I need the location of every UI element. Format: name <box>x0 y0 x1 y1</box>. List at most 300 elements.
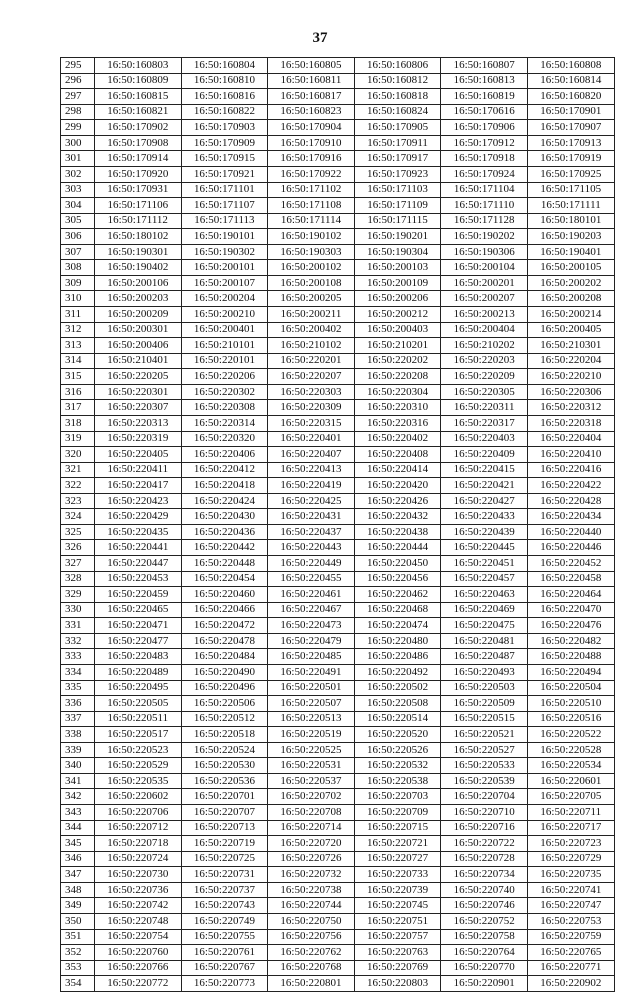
table-row <box>61 727 615 743</box>
cadastral-number-cell: 16:50:220758 <box>441 929 528 945</box>
cadastral-number-cell: 16:50:220513 <box>268 711 355 727</box>
cadastral-number-cell: 16:50:220601 <box>527 773 614 789</box>
cadastral-number-cell: 16:50:220765 <box>527 945 614 961</box>
cadastral-number-cell: 16:50:220418 <box>181 478 268 494</box>
table-row <box>61 198 615 214</box>
table-row <box>61 960 615 976</box>
cadastral-number-cell: 16:50:220532 <box>354 758 441 774</box>
cadastral-number-cell: 16:50:220484 <box>181 649 268 665</box>
cadastral-number-cell: 16:50:171104 <box>441 182 528 198</box>
cadastral-number-cell: 16:50:160811 <box>268 73 355 89</box>
cadastral-number-cell: 16:50:220485 <box>268 649 355 665</box>
cadastral-number-cell: 16:50:220716 <box>441 820 528 836</box>
cadastral-number-cell: 16:50:220310 <box>354 400 441 416</box>
cadastral-number-cell: 16:50:210202 <box>441 338 528 354</box>
table-row <box>61 587 615 603</box>
cadastral-number-cell: 16:50:220763 <box>354 945 441 961</box>
cadastral-number-cell: 16:50:220482 <box>527 633 614 649</box>
cadastral-number-cell: 16:50:220452 <box>527 556 614 572</box>
cadastral-number-cell: 16:50:220450 <box>354 556 441 572</box>
cadastral-number-cell: 16:50:190301 <box>95 244 182 260</box>
row-number-cell: 344 <box>61 820 95 836</box>
table-row <box>61 244 615 260</box>
row-number-cell: 333 <box>61 649 95 665</box>
table-row <box>61 353 615 369</box>
cadastral-number-cell: 16:50:220517 <box>95 727 182 743</box>
cadastral-number-cell: 16:50:220208 <box>354 369 441 385</box>
row-number-cell: 343 <box>61 805 95 821</box>
cadastral-number-cell: 16:50:220434 <box>527 509 614 525</box>
row-number-cell: 326 <box>61 540 95 556</box>
table-row <box>61 540 615 556</box>
cadastral-number-cell: 16:50:220314 <box>181 415 268 431</box>
cadastral-number-cell: 16:50:160822 <box>181 104 268 120</box>
row-number-cell: 305 <box>61 213 95 229</box>
cadastral-number-cell: 16:50:220406 <box>181 447 268 463</box>
cadastral-number-cell: 16:50:220712 <box>95 820 182 836</box>
cadastral-number-cell: 16:50:220439 <box>441 524 528 540</box>
cadastral-number-cell: 16:50:220495 <box>95 680 182 696</box>
cadastral-number-cell: 16:50:220456 <box>354 571 441 587</box>
cadastral-number-cell: 16:50:220435 <box>95 524 182 540</box>
cadastral-numbers-table <box>60 57 615 992</box>
cadastral-number-cell: 16:50:220411 <box>95 462 182 478</box>
cadastral-number-cell: 16:50:220741 <box>527 882 614 898</box>
cadastral-number-cell: 16:50:220509 <box>441 696 528 712</box>
cadastral-number-cell: 16:50:220454 <box>181 571 268 587</box>
cadastral-number-cell: 16:50:220410 <box>527 447 614 463</box>
cadastral-number-cell: 16:50:220478 <box>181 633 268 649</box>
table-row <box>61 104 615 120</box>
cadastral-number-cell: 16:50:220493 <box>441 664 528 680</box>
cadastral-number-cell: 16:50:200405 <box>527 322 614 338</box>
row-number-cell: 312 <box>61 322 95 338</box>
cadastral-number-cell: 16:50:220709 <box>354 805 441 821</box>
table-row <box>61 384 615 400</box>
table-row <box>61 867 615 883</box>
cadastral-number-cell: 16:50:170906 <box>441 120 528 136</box>
cadastral-number-cell: 16:50:170913 <box>527 135 614 151</box>
cadastral-number-cell: 16:50:220743 <box>181 898 268 914</box>
table-row <box>61 805 615 821</box>
cadastral-number-cell: 16:50:180102 <box>95 229 182 245</box>
cadastral-number-cell: 16:50:220449 <box>268 556 355 572</box>
cadastral-number-cell: 16:50:220423 <box>95 493 182 509</box>
cadastral-number-cell: 16:50:220727 <box>354 851 441 867</box>
row-number-cell: 324 <box>61 509 95 525</box>
cadastral-number-cell: 16:50:160819 <box>441 89 528 105</box>
cadastral-number-cell: 16:50:220424 <box>181 493 268 509</box>
row-number-cell: 296 <box>61 73 95 89</box>
cadastral-number-cell: 16:50:220307 <box>95 400 182 416</box>
cadastral-number-cell: 16:50:160810 <box>181 73 268 89</box>
cadastral-number-cell: 16:50:220472 <box>181 618 268 634</box>
cadastral-number-cell: 16:50:220706 <box>95 805 182 821</box>
cadastral-number-cell: 16:50:160814 <box>527 73 614 89</box>
cadastral-number-cell: 16:50:220204 <box>527 353 614 369</box>
row-number-cell: 319 <box>61 431 95 447</box>
cadastral-number-cell: 16:50:190401 <box>527 244 614 260</box>
cadastral-number-cell: 16:50:220602 <box>95 789 182 805</box>
table-row <box>61 275 615 291</box>
cadastral-number-cell: 16:50:220465 <box>95 602 182 618</box>
cadastral-number-cell: 16:50:170916 <box>268 151 355 167</box>
cadastral-number-cell: 16:50:220538 <box>354 773 441 789</box>
cadastral-number-cell: 16:50:220483 <box>95 649 182 665</box>
cadastral-number-cell: 16:50:220756 <box>268 929 355 945</box>
row-number-cell: 304 <box>61 198 95 214</box>
cadastral-number-cell: 16:50:220202 <box>354 353 441 369</box>
cadastral-number-cell: 16:50:220487 <box>441 649 528 665</box>
row-number-cell: 330 <box>61 602 95 618</box>
cadastral-number-cell: 16:50:220427 <box>441 493 528 509</box>
row-number-cell: 310 <box>61 291 95 307</box>
cadastral-number-cell: 16:50:220441 <box>95 540 182 556</box>
cadastral-number-cell: 16:50:190202 <box>441 229 528 245</box>
cadastral-number-cell: 16:50:220438 <box>354 524 441 540</box>
cadastral-number-cell: 16:50:220415 <box>441 462 528 478</box>
cadastral-number-cell: 16:50:171110 <box>441 198 528 214</box>
cadastral-number-cell: 16:50:220445 <box>441 540 528 556</box>
cadastral-number-cell: 16:50:220725 <box>181 851 268 867</box>
cadastral-number-cell: 16:50:220526 <box>354 742 441 758</box>
cadastral-number-cell: 16:50:220742 <box>95 898 182 914</box>
table-row <box>61 758 615 774</box>
cadastral-number-cell: 16:50:220531 <box>268 758 355 774</box>
cadastral-number-cell: 16:50:220490 <box>181 664 268 680</box>
cadastral-number-cell: 16:50:220769 <box>354 960 441 976</box>
cadastral-number-cell: 16:50:220735 <box>527 867 614 883</box>
cadastral-number-cell: 16:50:220527 <box>441 742 528 758</box>
cadastral-number-cell: 16:50:220407 <box>268 447 355 463</box>
cadastral-number-cell: 16:50:220539 <box>441 773 528 789</box>
cadastral-number-cell: 16:50:190306 <box>441 244 528 260</box>
row-number-cell: 309 <box>61 275 95 291</box>
cadastral-number-cell: 16:50:220713 <box>181 820 268 836</box>
table-row <box>61 556 615 572</box>
table-row <box>61 73 615 89</box>
table-row <box>61 307 615 323</box>
table-row <box>61 120 615 136</box>
cadastral-number-cell: 16:50:220468 <box>354 602 441 618</box>
cadastral-number-cell: 16:50:220523 <box>95 742 182 758</box>
cadastral-number-cell: 16:50:220470 <box>527 602 614 618</box>
cadastral-number-cell: 16:50:220536 <box>181 773 268 789</box>
cadastral-number-cell: 16:50:220745 <box>354 898 441 914</box>
cadastral-number-cell: 16:50:220729 <box>527 851 614 867</box>
cadastral-number-cell: 16:50:200206 <box>354 291 441 307</box>
row-number-cell: 321 <box>61 462 95 478</box>
cadastral-number-cell: 16:50:220762 <box>268 945 355 961</box>
cadastral-number-cell: 16:50:200104 <box>441 260 528 276</box>
row-number-cell: 354 <box>61 976 95 992</box>
table-row <box>61 322 615 338</box>
cadastral-number-cell: 16:50:200209 <box>95 307 182 323</box>
cadastral-number-cell: 16:50:220417 <box>95 478 182 494</box>
cadastral-number-cell: 16:50:170902 <box>95 120 182 136</box>
cadastral-number-cell: 16:50:220477 <box>95 633 182 649</box>
cadastral-number-cell: 16:50:220901 <box>441 976 528 992</box>
cadastral-number-cell: 16:50:220528 <box>527 742 614 758</box>
table-body <box>61 58 615 992</box>
cadastral-number-cell: 16:50:220302 <box>181 384 268 400</box>
cadastral-number-cell: 16:50:220749 <box>181 913 268 929</box>
cadastral-number-cell: 16:50:220744 <box>268 898 355 914</box>
cadastral-number-cell: 16:50:220522 <box>527 727 614 743</box>
cadastral-number-cell: 16:50:220773 <box>181 976 268 992</box>
row-number-cell: 311 <box>61 307 95 323</box>
cadastral-number-cell: 16:50:190302 <box>181 244 268 260</box>
cadastral-number-cell: 16:50:220707 <box>181 805 268 821</box>
cadastral-number-cell: 16:50:200403 <box>354 322 441 338</box>
cadastral-number-cell: 16:50:220443 <box>268 540 355 556</box>
table-row <box>61 431 615 447</box>
cadastral-number-cell: 16:50:220768 <box>268 960 355 976</box>
table-row <box>61 571 615 587</box>
cadastral-number-cell: 16:50:171113 <box>181 213 268 229</box>
row-number-cell: 314 <box>61 353 95 369</box>
cadastral-number-cell: 16:50:200203 <box>95 291 182 307</box>
cadastral-number-cell: 16:50:170901 <box>527 104 614 120</box>
cadastral-number-cell: 16:50:200301 <box>95 322 182 338</box>
cadastral-number-cell: 16:50:220312 <box>527 400 614 416</box>
row-number-cell: 346 <box>61 851 95 867</box>
cadastral-number-cell: 16:50:220752 <box>441 913 528 929</box>
cadastral-number-cell: 16:50:170917 <box>354 151 441 167</box>
cadastral-number-cell: 16:50:220201 <box>268 353 355 369</box>
cadastral-number-cell: 16:50:170905 <box>354 120 441 136</box>
cadastral-number-cell: 16:50:171106 <box>95 198 182 214</box>
cadastral-number-cell: 16:50:220738 <box>268 882 355 898</box>
cadastral-number-cell: 16:50:171103 <box>354 182 441 198</box>
table-row <box>61 338 615 354</box>
cadastral-number-cell: 16:50:170911 <box>354 135 441 151</box>
table-row <box>61 649 615 665</box>
table-row <box>61 182 615 198</box>
row-number-cell: 325 <box>61 524 95 540</box>
cadastral-number-cell: 16:50:220506 <box>181 696 268 712</box>
cadastral-number-cell: 16:50:200401 <box>181 322 268 338</box>
cadastral-number-cell: 16:50:171112 <box>95 213 182 229</box>
cadastral-number-cell: 16:50:220442 <box>181 540 268 556</box>
cadastral-number-cell: 16:50:220462 <box>354 587 441 603</box>
cadastral-number-cell: 16:50:220508 <box>354 696 441 712</box>
cadastral-number-cell: 16:50:220505 <box>95 696 182 712</box>
table-row <box>61 58 615 74</box>
cadastral-number-cell: 16:50:220457 <box>441 571 528 587</box>
cadastral-number-cell: 16:50:220730 <box>95 867 182 883</box>
cadastral-number-cell: 16:50:220409 <box>441 447 528 463</box>
cadastral-number-cell: 16:50:220405 <box>95 447 182 463</box>
cadastral-number-cell: 16:50:210301 <box>527 338 614 354</box>
cadastral-number-cell: 16:50:200208 <box>527 291 614 307</box>
cadastral-number-cell: 16:50:220512 <box>181 711 268 727</box>
cadastral-number-cell: 16:50:220433 <box>441 509 528 525</box>
table-row <box>61 711 615 727</box>
cadastral-number-cell: 16:50:170918 <box>441 151 528 167</box>
cadastral-number-cell: 16:50:170925 <box>527 166 614 182</box>
row-number-cell: 350 <box>61 913 95 929</box>
cadastral-number-cell: 16:50:220726 <box>268 851 355 867</box>
cadastral-number-cell: 16:50:220801 <box>268 976 355 992</box>
cadastral-number-cell: 16:50:160807 <box>441 58 528 74</box>
cadastral-number-cell: 16:50:220534 <box>527 758 614 774</box>
cadastral-number-cell: 16:50:220501 <box>268 680 355 696</box>
cadastral-number-cell: 16:50:220728 <box>441 851 528 867</box>
cadastral-number-cell: 16:50:220720 <box>268 836 355 852</box>
cadastral-number-cell: 16:50:220422 <box>527 478 614 494</box>
cadastral-number-cell: 16:50:220319 <box>95 431 182 447</box>
cadastral-number-cell: 16:50:220479 <box>268 633 355 649</box>
cadastral-number-cell: 16:50:160815 <box>95 89 182 105</box>
table-row <box>61 478 615 494</box>
row-number-cell: 329 <box>61 587 95 603</box>
cadastral-number-cell: 16:50:220717 <box>527 820 614 836</box>
row-number-cell: 316 <box>61 384 95 400</box>
cadastral-number-cell: 16:50:220451 <box>441 556 528 572</box>
cadastral-number-cell: 16:50:210101 <box>181 338 268 354</box>
cadastral-number-cell: 16:50:220318 <box>527 415 614 431</box>
row-number-cell: 337 <box>61 711 95 727</box>
cadastral-number-cell: 16:50:171105 <box>527 182 614 198</box>
cadastral-number-cell: 16:50:220440 <box>527 524 614 540</box>
cadastral-number-cell: 16:50:170912 <box>441 135 528 151</box>
cadastral-number-cell: 16:50:200406 <box>95 338 182 354</box>
cadastral-number-cell: 16:50:220206 <box>181 369 268 385</box>
cadastral-number-cell: 16:50:220480 <box>354 633 441 649</box>
cadastral-number-cell: 16:50:220475 <box>441 618 528 634</box>
table-row <box>61 913 615 929</box>
table-row <box>61 633 615 649</box>
cadastral-number-cell: 16:50:200402 <box>268 322 355 338</box>
table-row <box>61 602 615 618</box>
cadastral-number-cell: 16:50:220521 <box>441 727 528 743</box>
table-row <box>61 820 615 836</box>
cadastral-number-cell: 16:50:220446 <box>527 540 614 556</box>
cadastral-number-cell: 16:50:220504 <box>527 680 614 696</box>
cadastral-number-cell: 16:50:220412 <box>181 462 268 478</box>
cadastral-number-cell: 16:50:220430 <box>181 509 268 525</box>
cadastral-number-cell: 16:50:180101 <box>527 213 614 229</box>
row-number-cell: 301 <box>61 151 95 167</box>
cadastral-number-cell: 16:50:200101 <box>181 260 268 276</box>
cadastral-number-cell: 16:50:160817 <box>268 89 355 105</box>
cadastral-number-cell: 16:50:220463 <box>441 587 528 603</box>
cadastral-number-cell: 16:50:171111 <box>527 198 614 214</box>
cadastral-number-cell: 16:50:160824 <box>354 104 441 120</box>
cadastral-number-cell: 16:50:171108 <box>268 198 355 214</box>
cadastral-number-cell: 16:50:171114 <box>268 213 355 229</box>
table-row <box>61 89 615 105</box>
cadastral-number-cell: 16:50:160803 <box>95 58 182 74</box>
cadastral-number-cell: 16:50:160823 <box>268 104 355 120</box>
cadastral-number-cell: 16:50:220705 <box>527 789 614 805</box>
cadastral-number-cell: 16:50:220737 <box>181 882 268 898</box>
cadastral-number-cell: 16:50:220311 <box>441 400 528 416</box>
cadastral-number-cell: 16:50:220101 <box>181 353 268 369</box>
cadastral-number-cell: 16:50:200109 <box>354 275 441 291</box>
cadastral-number-cell: 16:50:220209 <box>441 369 528 385</box>
cadastral-number-cell: 16:50:220207 <box>268 369 355 385</box>
cadastral-number-cell: 16:50:220803 <box>354 976 441 992</box>
cadastral-number-cell: 16:50:220761 <box>181 945 268 961</box>
cadastral-number-cell: 16:50:220447 <box>95 556 182 572</box>
cadastral-number-cell: 16:50:171101 <box>181 182 268 198</box>
table-row <box>61 789 615 805</box>
cadastral-number-cell: 16:50:220402 <box>354 431 441 447</box>
cadastral-number-cell: 16:50:220714 <box>268 820 355 836</box>
cadastral-number-cell: 16:50:220488 <box>527 649 614 665</box>
cadastral-number-cell: 16:50:220711 <box>527 805 614 821</box>
cadastral-number-cell: 16:50:220476 <box>527 618 614 634</box>
cadastral-number-cell: 16:50:190203 <box>527 229 614 245</box>
cadastral-number-cell: 16:50:160809 <box>95 73 182 89</box>
cadastral-number-cell: 16:50:220514 <box>354 711 441 727</box>
cadastral-number-cell: 16:50:220414 <box>354 462 441 478</box>
table-row <box>61 742 615 758</box>
cadastral-number-cell: 16:50:200214 <box>527 307 614 323</box>
cadastral-number-cell: 16:50:190102 <box>268 229 355 245</box>
cadastral-number-cell: 16:50:220316 <box>354 415 441 431</box>
cadastral-number-cell: 16:50:220503 <box>441 680 528 696</box>
cadastral-number-cell: 16:50:220416 <box>527 462 614 478</box>
cadastral-number-cell: 16:50:200207 <box>441 291 528 307</box>
cadastral-number-cell: 16:50:220757 <box>354 929 441 945</box>
cadastral-number-cell: 16:50:160813 <box>441 73 528 89</box>
cadastral-number-cell: 16:50:220306 <box>527 384 614 400</box>
table-row <box>61 898 615 914</box>
cadastral-number-cell: 16:50:220721 <box>354 836 441 852</box>
cadastral-number-cell: 16:50:200107 <box>181 275 268 291</box>
table-row <box>61 509 615 525</box>
cadastral-number-cell: 16:50:220320 <box>181 431 268 447</box>
cadastral-number-cell: 16:50:220305 <box>441 384 528 400</box>
cadastral-number-cell: 16:50:200212 <box>354 307 441 323</box>
row-number-cell: 338 <box>61 727 95 743</box>
cadastral-number-cell: 16:50:220739 <box>354 882 441 898</box>
row-number-cell: 351 <box>61 929 95 945</box>
cadastral-number-cell: 16:50:220481 <box>441 633 528 649</box>
cadastral-number-cell: 16:50:220489 <box>95 664 182 680</box>
cadastral-number-cell: 16:50:160818 <box>354 89 441 105</box>
cadastral-number-cell: 16:50:160812 <box>354 73 441 89</box>
cadastral-number-cell: 16:50:170922 <box>268 166 355 182</box>
cadastral-number-cell: 16:50:220428 <box>527 493 614 509</box>
cadastral-number-cell: 16:50:200211 <box>268 307 355 323</box>
cadastral-number-cell: 16:50:220702 <box>268 789 355 805</box>
cadastral-number-cell: 16:50:220723 <box>527 836 614 852</box>
cadastral-number-cell: 16:50:170924 <box>441 166 528 182</box>
cadastral-number-cell: 16:50:220461 <box>268 587 355 603</box>
row-number-cell: 334 <box>61 664 95 680</box>
cadastral-number-cell: 16:50:220420 <box>354 478 441 494</box>
cadastral-number-cell: 16:50:220533 <box>441 758 528 774</box>
cadastral-number-cell: 16:50:190303 <box>268 244 355 260</box>
cadastral-number-cell: 16:50:200213 <box>441 307 528 323</box>
cadastral-number-cell: 16:50:220421 <box>441 478 528 494</box>
cadastral-number-cell: 16:50:200105 <box>527 260 614 276</box>
cadastral-number-cell: 16:50:220529 <box>95 758 182 774</box>
cadastral-number-cell: 16:50:220431 <box>268 509 355 525</box>
cadastral-number-cell: 16:50:190304 <box>354 244 441 260</box>
cadastral-number-cell: 16:50:220458 <box>527 571 614 587</box>
cadastral-number-cell: 16:50:220760 <box>95 945 182 961</box>
cadastral-number-cell: 16:50:220753 <box>527 913 614 929</box>
cadastral-number-cell: 16:50:171128 <box>441 213 528 229</box>
table-row <box>61 400 615 416</box>
cadastral-number-cell: 16:50:210201 <box>354 338 441 354</box>
cadastral-number-cell: 16:50:170907 <box>527 120 614 136</box>
